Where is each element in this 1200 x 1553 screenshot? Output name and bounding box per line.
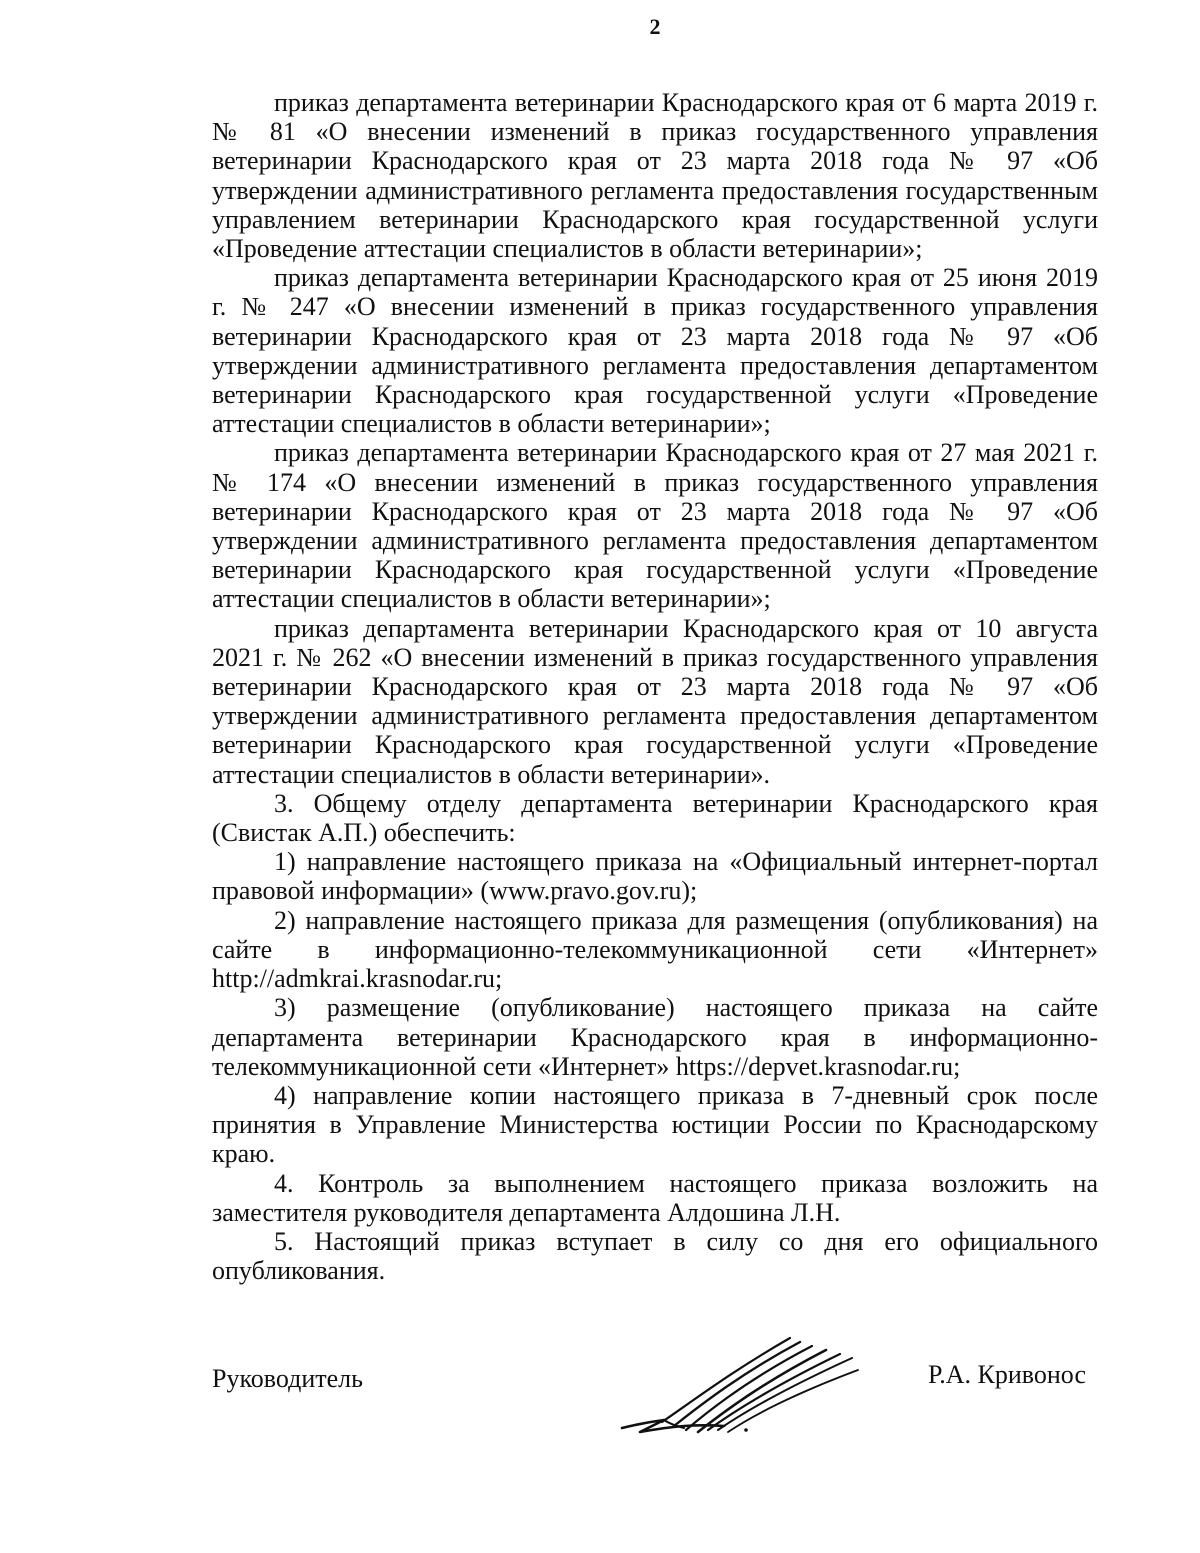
- clause-3: 3. Общему отделу департамента ветеринарии Краснодарского края (Свистак А.П.) обеспечить:: [212, 788, 1098, 848]
- signatory-title: Руководитель: [212, 1364, 363, 1393]
- order-2021-08-10: приказ департамента ветеринарии Краснодарского края от 10 августа 2021 г. № 262 «О внесении изменений в приказ государственного управления ветеринарии Краснодарского края от 23 марта 2018 года № 97 «Об утверждении административного регламента предоставления департаментом ветеринарии Краснодарского края государственной услуги «Проведение аттестации специалистов в области ветеринарии».: [212, 613, 1098, 789]
- page-number: 2: [649, 14, 661, 39]
- clause-5: 5. Настоящий приказ вступает в силу со дня его официального опубликования.: [212, 1226, 1098, 1286]
- clause-3-item-1: 1) направление настоящего приказа на «Официальный интернет-портал правовой информации» (www.pravo.gov.ru);: [212, 847, 1098, 906]
- signature-block: [212, 1360, 1098, 1430]
- document-body: [212, 88, 1098, 1285]
- handwritten-signature: [604, 1330, 864, 1445]
- clause-4: 4. Контроль за выполнением настоящего приказа возложить на заместителя руководителя департамента Алдошина Л.Н.: [212, 1168, 1098, 1227]
- clause-3-item-4: 4) направление копии настоящего приказа в 7-дневный срок после принятия в Управление Министерства юстиции России по Краснодарскому краю.: [212, 1080, 1098, 1169]
- order-2019-06-25: приказ департамента ветеринарии Краснодарского края от 25 июня 2019 г. № 247 «О внесении изменений в приказ государственного управления ветеринарии Краснодарского края от 23 марта 2018 года № 97 «Об утверждении административного регламента предоставления департаментом ветеринарии Краснодарского края государственной услуги «Проведение аттестации специалистов в области ветеринарии»;: [212, 263, 1098, 439]
- order-2021-05-27: приказ департамента ветеринарии Краснодарского края от 27 мая 2021 г. № 174 «О внесении изменений в приказ государственного управления ветеринарии Краснодарского края от 23 марта 2018 года № 97 «Об утверждении административного регламента предоставления департаментом ветеринарии Краснодарского края государственной услуги «Проведение аттестации специалистов в области ветеринарии»;: [212, 438, 1098, 614]
- signatory-name: Р.А. Кривонос: [928, 1360, 1086, 1389]
- handwritten-signature-icon: [604, 1330, 864, 1440]
- clause-3-item-3: 3) размещение (опубликование) настоящего приказа на сайте департамента ветеринарии Краснодарского края в информационно-телекоммуникационной сети «Интернет» https://depvet.krasnodar.ru;: [212, 993, 1098, 1081]
- order-2019-03-06: приказ департамента ветеринарии Краснодарского края от 6 марта 2019 г. № 81 «О внесении изменений в приказ государственного управления ветеринарии Краснодарского края от 23 марта 2018 года № 97 «Об утверждении административного регламента предоставления государственным управлением ветеринарии Краснодарского края государственной услуги «Проведение аттестации специалистов в области ветеринарии»;: [212, 88, 1098, 264]
- clause-3-item-2: 2) направление настоящего приказа для размещения (опубликования) на сайте в информационно-телекоммуникационной сети «Интернет» http://admkrai.krasnodar.ru;: [212, 905, 1098, 994]
